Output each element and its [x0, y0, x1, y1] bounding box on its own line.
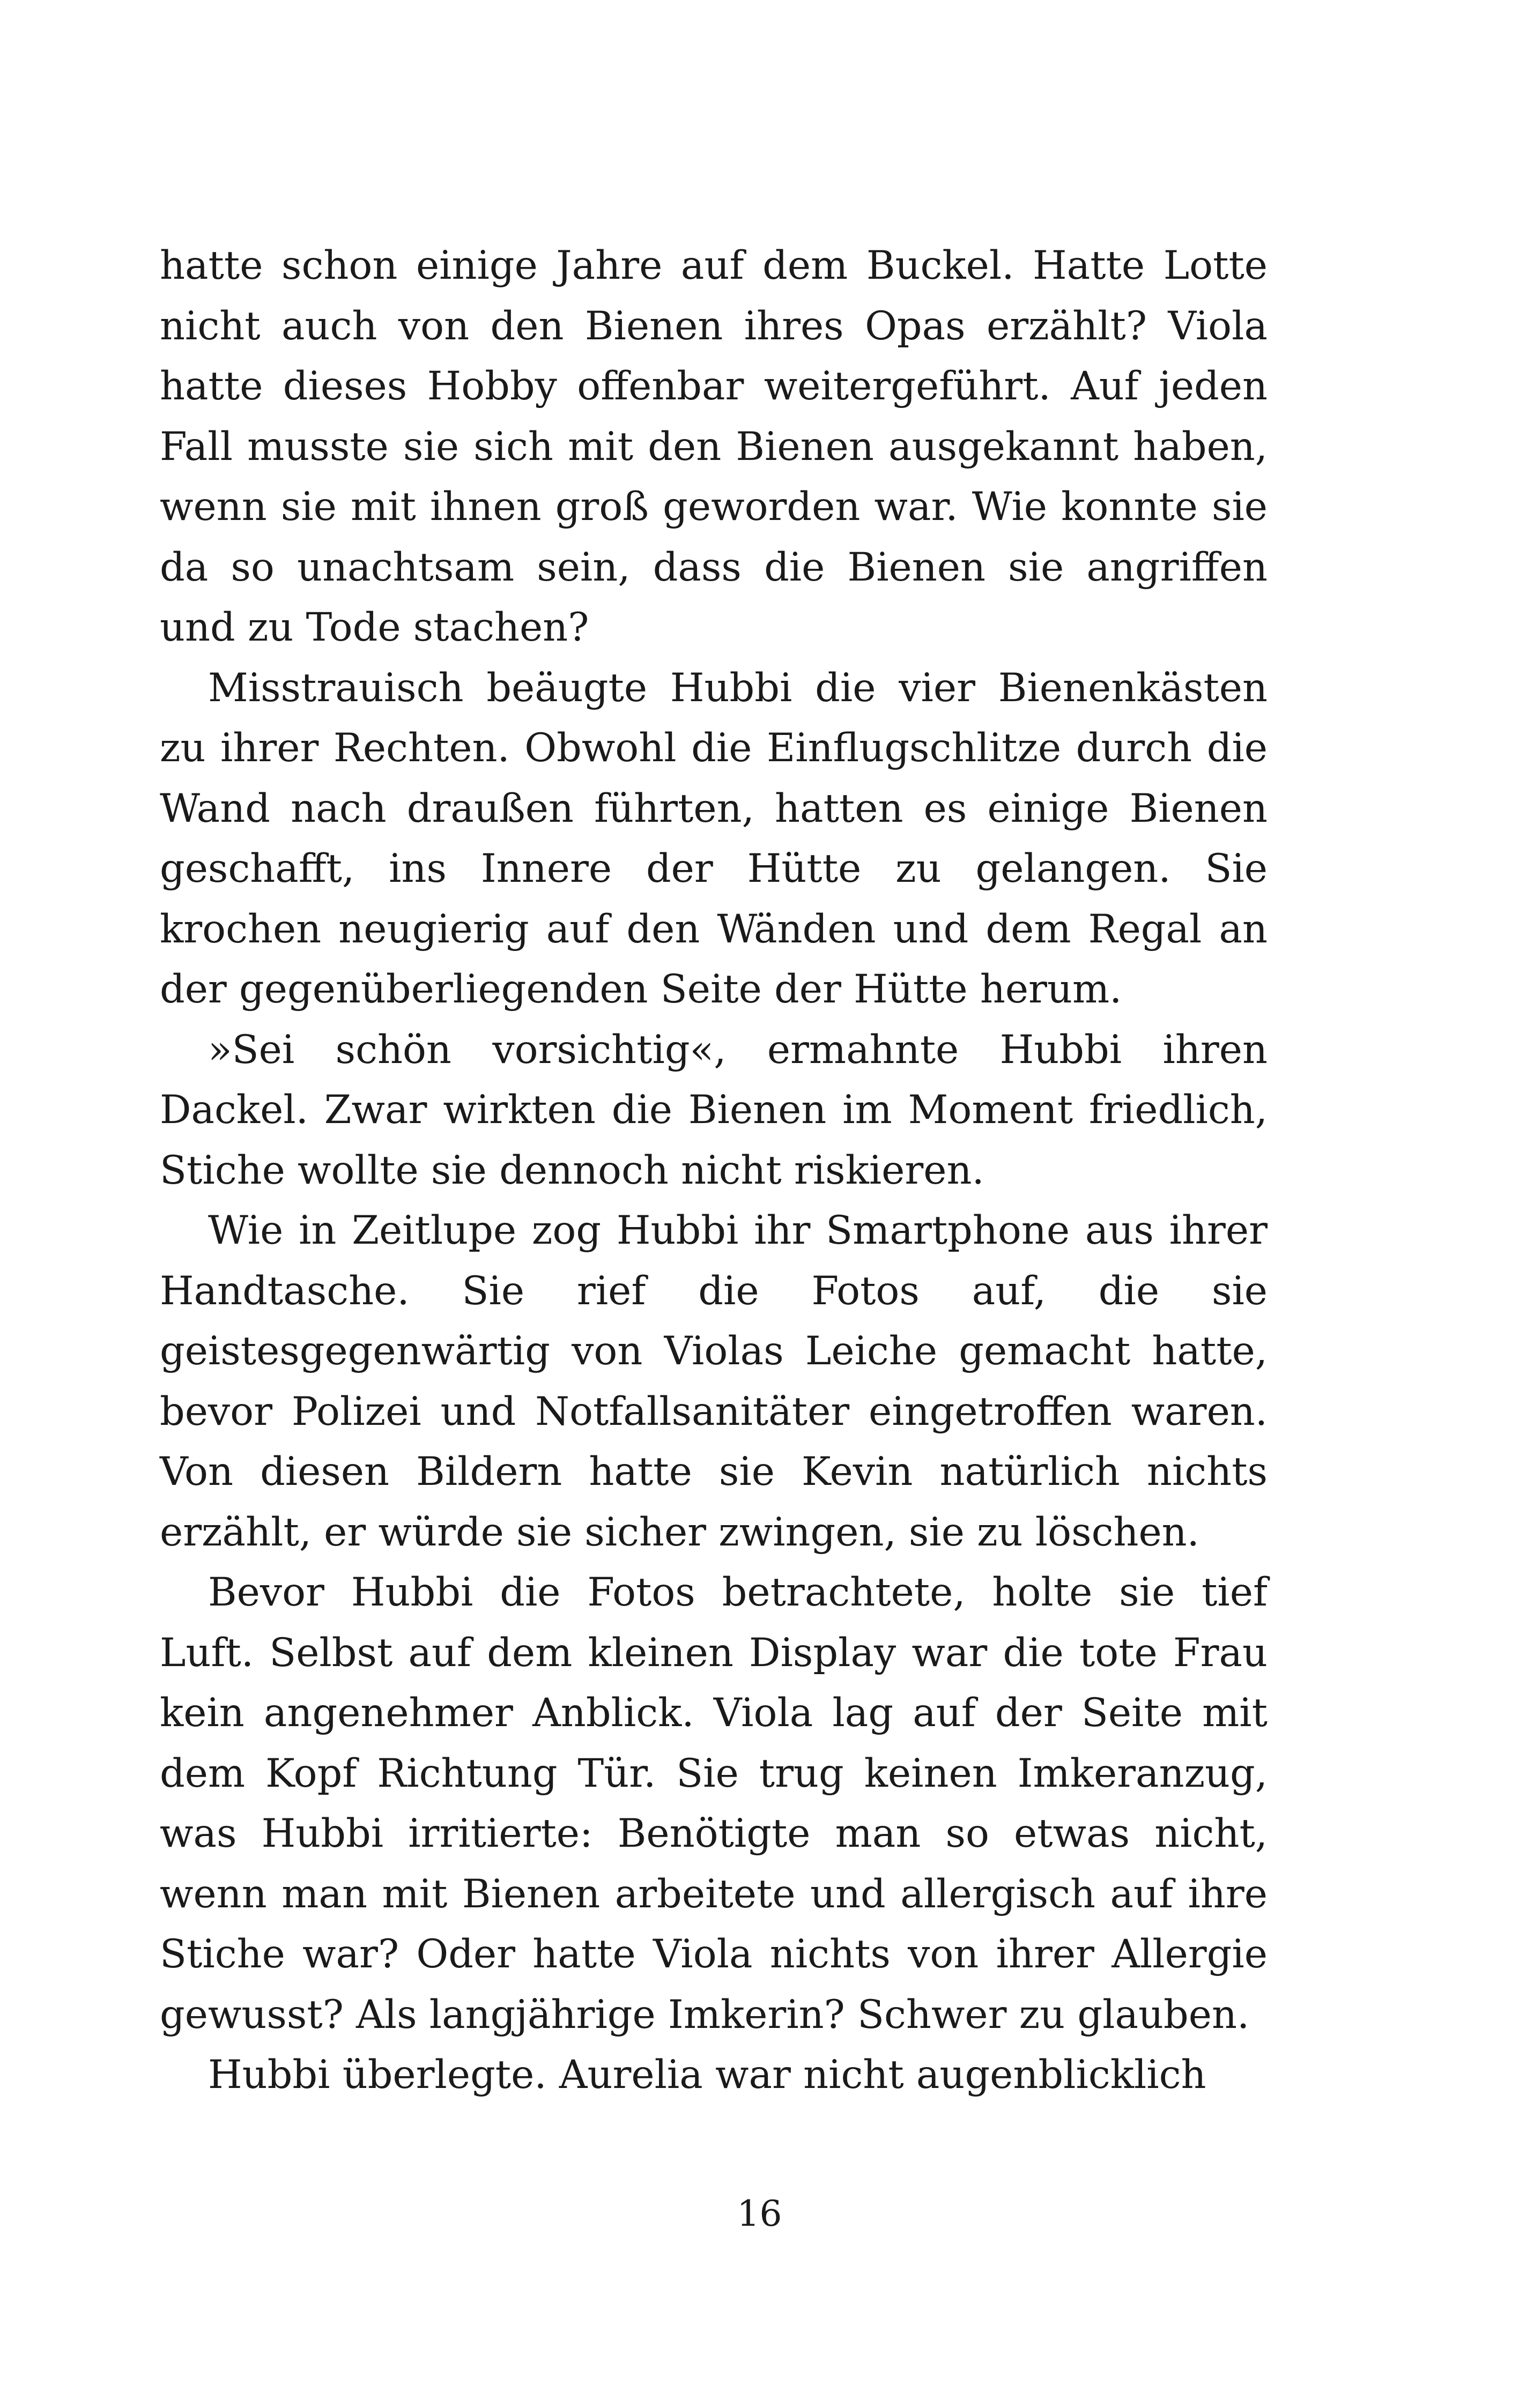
paragraph-last: Hubbi überlegte. Aurelia war nicht augenblicklich	[208, 2052, 1206, 2098]
body-text	[160, 236, 1268, 2106]
page-number: 16	[737, 2193, 782, 2234]
paragraph-continuation: hatte schon einige Jahre auf dem Buckel. Hatte Lotte nicht auch von den Bienen ihres Opas erzählt? Viola hatte dieses Hobby offenbar weitergeführt. Auf jeden Fall musste sie sich mit den Bienen ausgekannt haben, wenn sie mit ihnen groß geworden war. Wie konnte sie da so unachtsam sein, dass die Bienen sie angriffen und zu Tode stachen?	[160, 243, 1268, 650]
paragraph: »Sei schön vorsichtig«, ermahnte Hubbi ihren Dackel. Zwar wirkten die Bienen im Moment friedlich, Stiche wollte sie dennoch nicht riskieren.	[160, 1027, 1268, 1193]
paragraph: Misstrauisch beäugte Hubbi die vier Bienenkästen zu ihrer Rechten. Obwohl die Einflugschlitze durch die Wand nach draußen führten, hatten es einige Bienen geschafft, ins Innere der Hütte zu gelangen. Sie krochen neugierig auf den Wänden und dem Regal an der gegenüberliegenden Seite der Hütte herum.	[160, 665, 1268, 1012]
paragraph: Wie in Zeitlupe zog Hubbi ihr Smartphone aus ihrer Handtasche. Sie rief die Fotos auf, die sie geistesgegenwärtig von Violas Leiche gemacht hatte, bevor Polizei und Notfallsanitäter eingetroffen waren. Von diesen Bildern hatte sie Kevin natürlich nichts erzählt, er würde sie sicher zwingen, sie zu löschen.	[160, 1208, 1268, 1555]
paragraph: Bevor Hubbi die Fotos betrachtete, holte sie tief Luft. Selbst auf dem kleinen Display war die tote Frau kein angenehmer Anblick. Viola lag auf der Seite mit dem Kopf Richtung Tür. Sie trug keinen Imkeranzug, was Hubbi irritierte: Benötigte man so etwas nicht, wenn man mit Bienen arbeitete und allergisch auf ihre Stiche war? Oder hatte Viola nichts von ihrer Allergie gewusst? Als langjährige Imkerin? Schwer zu glauben.	[160, 1570, 1268, 2038]
